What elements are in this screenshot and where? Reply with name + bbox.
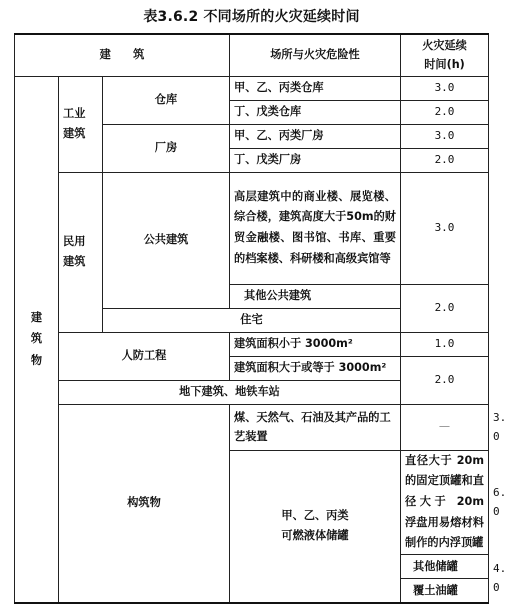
header-place: 场所与火灾危险性 [230,34,401,76]
table-caption: 表3.6.2 不同场所的火灾延续时间 [143,9,360,25]
place-cell: 建筑面积小于 3000m² [230,332,401,356]
header-duration-line1: 火灾延续 [422,38,467,52]
category-gouzhuwu: 构筑物 [59,404,230,603]
category-civil-defense: 人防工程 [59,332,230,380]
duration-cell: 1.0 [401,332,489,356]
category-civil-line: 建筑 [63,255,86,268]
place-cell: 甲、乙、丙类仓库 [230,76,401,100]
place-cell: 建筑面积大于或等于 3000m² [230,356,401,380]
category-industrial [59,76,103,172]
duration-cell: 3.0 [401,172,489,284]
place-cell: 丁、戊类仓库 [230,100,401,124]
header-duration [401,34,489,76]
place-cell: 覆土油罐 [401,579,489,603]
fire-duration-table: 建 筑 场所与火灾危险性 火灾延续 时间(h) 建 筑 物 工业 建筑 仓库 甲、乙、丙类仓库 3.0 丁、戊类仓库 2.0 厂房 甲、乙、丙类厂房 3.0 丁、戊类厂房 2.0 民用 建筑 公共建筑 高层建筑中的商业楼、展览楼、综合楼，建筑高度大于50m的财贸金融楼、图书馆、书库、重要的档案楼、科研楼和高级宾馆等 3.0 其他公共建筑 2.0 住宅 人防工程 建筑面积小于 3000m² 1.0 建筑面积大于或等于 3000m² 2.0 地下建筑、地铁车站 构筑物 煤、天然气、石油及其产品的工艺装置 — 3.0 甲、乙、丙类 可燃液体储罐 直径大于 20m 的固定顶罐和直径大于 20m 浮盘用易熔材料制作的内浮顶罐 6.0 其他储罐 4.0 覆土油罐 [14,33,489,604]
subcategory-public: 公共建筑 [103,172,230,308]
place-cell: 高层建筑中的商业楼、展览楼、综合楼，建筑高度大于50m的财贸金融楼、图书馆、书库、重要的档案楼、科研楼和高级宾馆等 [230,172,401,284]
subcategory-process: 煤、天然气、石油及其产品的工艺装置 [230,404,401,450]
category-industrial-line: 建筑 [63,127,86,140]
place-cell: 丁、戊类厂房 [230,148,401,172]
place-cell: 直径大于 20m 的固定顶罐和直径大于 20m 浮盘用易熔材料制作的内浮顶罐 [401,450,489,555]
category-industrial-line: 工业 [63,107,86,121]
category-civil [59,172,103,332]
place-cell: — [401,404,489,450]
subcategory-plant: 厂房 [103,124,230,172]
category-jianzhuwu-char: 物 [30,353,43,367]
header-duration-line2: 时间(h) [424,58,465,72]
category-jianzhuwu [15,76,59,603]
place-cell: 甲、乙、丙类厂房 [230,124,401,148]
category-jianzhuwu-char: 建 [30,311,43,325]
header-building: 建 筑 [15,34,230,76]
duration-cell: 2.0 [401,284,489,332]
place-cell: 其他公共建筑 [230,284,401,308]
subcategory-warehouse: 仓库 [103,76,230,124]
subcategory-residential: 住宅 [103,308,401,332]
duration-cell: 3.0 [401,124,489,148]
category-civil-line: 民用 [63,235,86,249]
category-jianzhuwu-char: 筑 [30,332,43,346]
subcategory-tanks-line: 甲、乙、丙类 [281,509,349,523]
place-cell: 其他储罐 [401,555,489,579]
duration-cell: 2.0 [401,356,489,404]
duration-cell: 2.0 [401,148,489,172]
subcategory-tanks-line: 可燃液体储罐 [281,529,349,543]
duration-cell: 2.0 [401,100,489,124]
duration-cell: 3.0 [401,76,489,100]
category-underground: 地下建筑、地铁车站 [59,380,401,404]
subcategory-tanks [230,450,401,603]
